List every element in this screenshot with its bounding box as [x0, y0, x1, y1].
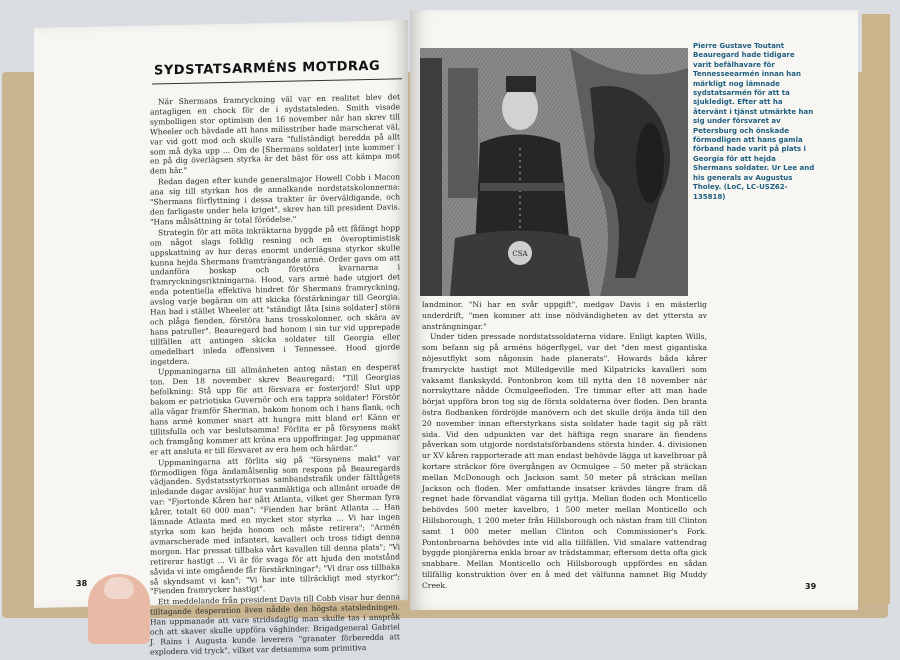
paragraph: Uppmaningarna att förlita sig på "försynens makt" var förmodligen föga ändamålsenlig som respons på Beauregards vädjanden. Sydstatsstyrkornas sambandstrafik under fälttågets inledande dagar avslöjar hur vanmäktiga och allmänt oroade de var: "Fjortonde Kåren har nått Atlanta, vilket ger Sherman fyra kårer, totalt 60 000 man"; "Fienden har bränt Atlanta ... Han lämnade Atlanta med en mycket stor styrka ... Vi har ingen styrka som kan hejda honom och måste retirera"; "Armén avmarscherade med infanteri, kavalleri och tross tidigt denna morgon. Har pressat tillbaka vårt kavallen till denna plats"; "Vi retirerar hastigt ... Vi är för svaga för att hjuda den motstånd såvida vi inte omgående får förstärkningar"; "Vi drar oss tillbaka så skyndsamt vi kan"; "Vi har inte tillräckligt med styrkor"; "Fienden framrycker hastigt".: [150, 452, 400, 596]
engraving-illustration: [420, 48, 688, 296]
right-body-text: [422, 300, 707, 590]
csa-emblem-label: CSA: [512, 250, 528, 258]
fingernail: [104, 577, 134, 599]
left-body-text: [150, 92, 400, 657]
paragraph: Strategin för att möta inkräktarna byggde på ett fåfängt hopp om något slags folklig resning och en överoptimistisk uppskattning av hur deras enormt underlägsna styrkor skulle kunna hejda Shermans framträngande armé. Order gavs om att undanföra boskap och förstöra kvarnarna i framryckningsriktningarna. Hood, vars armé hade utgjort det enda potentiella effektiva hindret för Shermans framryckning, avslog varje begäran om att skicka förstärkningar till Georgia. Han bad i stället Wheeler att "ständigt låta [sina soldater] störa och plåga fienden, förstöra hans trosskolonner, och skära av hans patruller". Beauregard bad honom i sin tur vid upprepade tillfällen att antingen skicka soldater till Georgia eller omedelbart inleda offensiven i Tennessee. Hood gjorde ingetdera.: [150, 223, 400, 367]
chapter-heading: SYDSTATSARMÉNS MOTDRAG: [154, 58, 381, 79]
left-page: [34, 20, 408, 657]
paragraph: Ett meddelande från president Davis till Cobb visar hur denna tilltagande desperation även nådde den högsta statsledningen. Han uppmanade att vare stridsdaglig man skulle tas i anspråk och att skaver skulle uppföra väghinder. Brigadgeneral Gabriel J. Rains i Augusta kunde leverera "granater förberedda att explodera vid tryck", vilket var detsamma som primitiva: [150, 592, 400, 657]
page-number-right: 39: [805, 582, 817, 591]
paragraph: Uppmaningarna till allmänheten antog nästan en desperat ton. Den 18 november skrev Beauregard: "Till Georgias befolkning: Stå upp för att försvara er fosterjord! Slut upp bakom er patriotiska Guvernör och era tappra soldater! Förstör alla vägar framför Sherman, bakom honom och i hans flank, och hans armé kommer snart att hungra mitt bland er! Känn er tillitsfulla och var beslutsamma! Förlita er på försynens makt och framgång kommer att kröna era uppoffringar. Jag uppmanar er att ansluta er till försvaret av era hem och härdar.": [150, 362, 400, 457]
heading-rule: [152, 78, 402, 84]
paragraph: När Shermans framryckning väl var en realitet blev det antagligen en chock för de i sydstatsleden. Smith visade symbolligen stor optimism den 16 november när han skrev till Wheeler och hävdade att hans milisstriber hade marscherat väl, var vid gott mod och skulle vara "fullständigt beredda på allt som må dyka upp ... Om de [Shermans soldater] inte kommer i en på dig överlägsen styrka är det bäst för oss att kämpa mot dem här.": [150, 92, 400, 176]
paragraph: Under tiden pressade nordstatssoldaterna vidare. Enligt kapten Wills, som befann sig på arméns högerflygel, var det "den mest gigantiska nöjesutflykt som någonsin hade planerats". Howards båda kårer framryckte hastigt mot Milledgeville med Kilpatricks kavalleri som vaksamt flankskydd. Pontonbron kom till nytta den 18 november när norrskyttare nådde Ocmulgeefloden. Tre timmar efter att man hade börjat uppföra bron tog sig de första soldaterna över floden. Den branta östra flodbanken fördröjde manövern och det skulle dröja ända till den 20 november innan efterstyrkans sista soldater hade tagit sig på rätt sida. Vid den udpunkten var det häftiga regn snarare än fiendens påverkan som utgjorde nordstatsförbandens största hinder. 4. divisionen ur XV kåren rapporterade att man endast behövde lägga ut kavelbroar på kortare sträckor före övergången av Ocmulgee – 50 meter på sträckan mellan McDonough och Jackson samt 50 meter på sträckan mellan Jackson och floden. Mer omfattande insatser krävdes längre fram då regnet hade förvandlat vägarna till gyttja. Mellan floden och Monticello behövdes 500 meter kavelbro, 1 500 meter mellan Monticello och Hillsborough, 1 200 meter från Hillsborough och nästan fram till Clinton samt 1 000 meter mellan Clinton och Commissioner's Fork. Pontonbroarna behövdes inte vid alla tillfällen. Vid smalare vattendrag byggde pionjärerna enkla broar av trädstammar, eftersom detta ofta gick snabbare. Mellan Monticello och Hillsborough uppfördes en sådan tillfällig konstruktion över en å med det välfunna namnet Big Muddy Creek.: [422, 332, 707, 590]
paragraph: landminor. "Ni har en svår uppgift", medgav Davis i en mästerlig underdrift, "men kommer att inse nödvändigheten av det yttersta av ansträngningar.": [422, 300, 707, 331]
right-page: [410, 10, 858, 610]
photo-caption: Pierre Gustave Toutant Beauregard hade tidigare varit befälhavare för Tennesseearmén innan han märkligt nog lämnade sydstatsarmén för att ta sjukledigt. Efter att ha återvänt i tjänst utmärkte han sig under försvaret av Petersburg och önskade förmodligen att hans gamla förband hade varit på plats i Georgia för att hejda Shermans soldater. Ur Lee and his generals av Augustus Tholey. (LoC, LC-USZ62-135818): [693, 42, 815, 201]
book-cover-edge: [862, 14, 890, 604]
paragraph: Redan dagen efter kunde generalmajor Howell Cobb i Macon ana sig till styrkan hos de annalkande nordstatskolonnerna: "Shermans förflyttning i dessa trakter är överväldigande, och den farligaste under hela kriget", skrev han till president Davis. "Hans målsättning är total förödelse.": [150, 172, 400, 227]
page-number-left: 38: [76, 578, 88, 589]
beauregard-portrait-image: [420, 48, 688, 296]
